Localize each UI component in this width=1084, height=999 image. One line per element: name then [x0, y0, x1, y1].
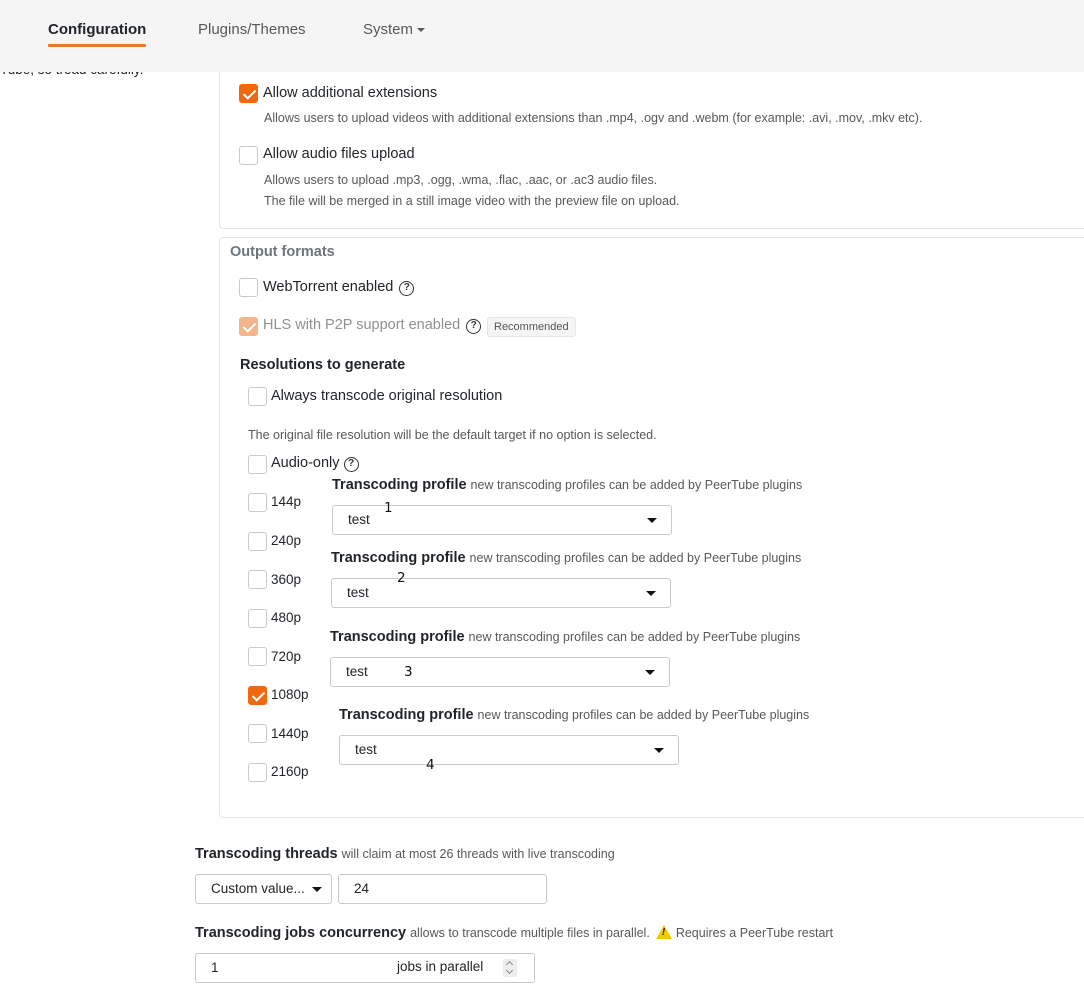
transcoding-profile-title: Transcoding profile: [330, 629, 465, 645]
resolution-1080p-checkbox[interactable]: [248, 686, 267, 705]
always-transcode-original-label[interactable]: Always transcode original resolution: [271, 388, 503, 404]
allow-additional-extensions-checkbox[interactable]: [239, 84, 258, 103]
resolution-240p-label[interactable]: 240p: [271, 533, 302, 548]
resolution-720p-checkbox[interactable]: [248, 647, 267, 666]
resolution-2160p-label[interactable]: 2160p: [271, 764, 309, 779]
transcoding-threads-hint: will claim at most 26 threads with live transcoding: [341, 847, 615, 861]
annotation-label-3: 3: [404, 664, 413, 680]
resolution-2160p-checkbox[interactable]: [248, 763, 267, 782]
transcoding-profile-header-3: [330, 628, 800, 645]
audio-only-label-text: Audio-only: [271, 455, 340, 471]
transcoding-profile-title: Transcoding profile: [331, 550, 466, 566]
resolution-1440p-checkbox[interactable]: [248, 724, 267, 743]
question-circle-icon[interactable]: ?: [399, 281, 414, 296]
allow-audio-upload-description-1: Allows users to upload .mp3, .ogg, .wma, .flac, .aac, or .ac3 audio files.: [264, 173, 658, 187]
annotation-label-4: 4: [426, 757, 435, 773]
resolution-240p-checkbox[interactable]: [248, 532, 267, 551]
webtorrent-label-text: WebTorrent enabled: [263, 279, 394, 295]
chevron-down-icon: [417, 28, 425, 32]
transcoding-concurrency-title: Transcoding jobs concurrency: [195, 925, 407, 941]
transcoding-threads-input[interactable]: [338, 874, 547, 904]
transcoding-profile-hint: new transcoding profiles can be added by PeerTube plugins: [477, 708, 810, 722]
resolution-480p-checkbox[interactable]: [248, 609, 267, 628]
number-spinner[interactable]: [503, 959, 517, 977]
top-nav: [0, 0, 1084, 72]
annotation-label-2: 2: [397, 570, 406, 586]
caret-down-icon: [645, 670, 655, 675]
jobs-in-parallel-suffix: jobs in parallel: [397, 959, 484, 974]
transcoding-concurrency-input[interactable]: [195, 953, 535, 983]
resolution-144p-label[interactable]: 144p: [271, 494, 302, 509]
audio-only-checkbox[interactable]: [248, 455, 267, 474]
resolution-1080p-label[interactable]: 1080p: [271, 687, 309, 702]
select-value: test: [355, 742, 377, 757]
caret-down-icon: [647, 518, 657, 523]
resolution-720p-label[interactable]: 720p: [271, 649, 302, 664]
hls-label: [263, 317, 481, 334]
resolution-480p-label[interactable]: 480p: [271, 610, 302, 625]
transcoding-profile-select-4[interactable]: [339, 735, 679, 765]
transcoding-profile-title: Transcoding profile: [339, 707, 474, 723]
caret-down-icon: [312, 887, 322, 892]
transcoding-profile-select-3[interactable]: [330, 657, 670, 687]
caret-down-icon: [654, 748, 664, 753]
transcoding-threads-select[interactable]: [195, 874, 332, 904]
transcoding-profile-header-2: [331, 549, 801, 566]
warning-triangle-icon: [656, 925, 672, 939]
tab-system[interactable]: [363, 20, 425, 40]
transcoding-concurrency-header: [195, 924, 833, 941]
question-circle-icon[interactable]: ?: [466, 319, 481, 334]
transcoding-concurrency-hint: allows to transcode multiple files in parallel.: [410, 926, 650, 940]
tab-plugins-themes[interactable]: Plugins/Themes: [198, 21, 306, 38]
resolutions-title: Resolutions to generate: [240, 357, 406, 373]
webtorrent-checkbox[interactable]: [239, 278, 258, 297]
transcoding-profile-hint: new transcoding profiles can be added by PeerTube plugins: [469, 551, 802, 565]
transcoding-profile-hint: new transcoding profiles can be added by PeerTube plugins: [468, 630, 801, 644]
recommended-badge: Recommended: [487, 317, 576, 337]
transcoding-profile-select-1[interactable]: [332, 505, 672, 535]
allow-audio-upload-checkbox[interactable]: [239, 146, 258, 165]
output-formats-title: Output formats: [230, 244, 335, 260]
select-value: Custom value...: [211, 881, 305, 896]
transcoding-threads-title: Transcoding threads: [195, 846, 338, 862]
resolution-360p-checkbox[interactable]: [248, 570, 267, 589]
hls-label-text: HLS with P2P support enabled: [263, 317, 461, 333]
input-value: 1: [211, 960, 219, 975]
tab-configuration[interactable]: Configuration: [48, 21, 147, 38]
annotation-label-1: 1: [384, 500, 393, 516]
webtorrent-label[interactable]: [263, 279, 414, 296]
select-value: test: [348, 512, 370, 527]
allow-audio-upload-description-2: The file will be merged in a still image video with the preview file on upload.: [264, 194, 680, 208]
transcoding-profile-header-1: [332, 476, 802, 493]
select-value: test: [346, 664, 368, 679]
select-value: test: [347, 585, 369, 600]
question-circle-icon[interactable]: ?: [344, 457, 359, 472]
allow-additional-extensions-description: Allows users to upload videos with additional extensions than .mp4, .ogv and .webm (for example: .avi, .mov, .mkv etc).: [264, 111, 923, 125]
always-transcode-original-checkbox[interactable]: [248, 387, 267, 406]
caret-down-icon: [646, 591, 656, 596]
transcoding-profile-hint: new transcoding profiles can be added by PeerTube plugins: [470, 478, 803, 492]
tab-system-label: System: [363, 21, 414, 38]
resolution-144p-checkbox[interactable]: [248, 493, 267, 512]
resolution-360p-label[interactable]: 360p: [271, 572, 302, 587]
input-value: 24: [354, 881, 370, 896]
hls-checkbox: [239, 317, 258, 336]
allow-audio-upload-label[interactable]: Allow audio files upload: [263, 146, 415, 162]
audio-only-label[interactable]: [271, 455, 359, 472]
transcoding-profile-header-4: [339, 706, 809, 723]
resolution-1440p-label[interactable]: 1440p: [271, 726, 309, 741]
transcoding-profile-title: Transcoding profile: [332, 477, 467, 493]
allow-additional-extensions-label[interactable]: Allow additional extensions: [263, 85, 438, 101]
resolution-default-note: The original file resolution will be the default target if no option is selected.: [248, 428, 657, 442]
transcoding-profile-select-2[interactable]: [331, 578, 671, 608]
restart-warning-text: Requires a PeerTube restart: [675, 926, 834, 940]
transcoding-threads-header: [195, 845, 615, 862]
